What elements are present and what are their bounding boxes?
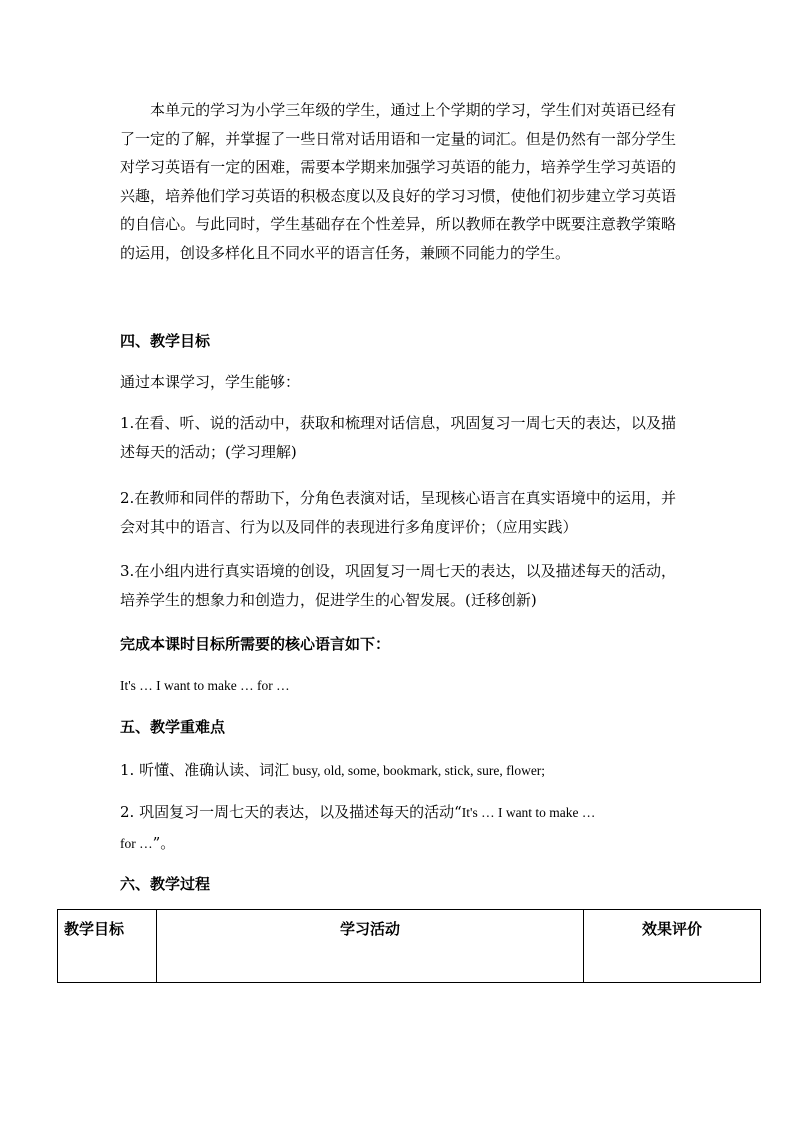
section-5-heading: 五、教学重难点	[120, 718, 226, 736]
header-teaching-goal: 教学目标	[58, 910, 157, 983]
key-point-1-text: 1. 听懂、准确认读、词汇	[120, 761, 290, 779]
key-point-2-line-2	[120, 833, 175, 854]
section-6-heading: 六、教学过程	[120, 875, 211, 893]
section-4-heading: 四、教学目标	[120, 332, 211, 350]
header-learning-activity: 学习活动	[157, 910, 584, 983]
key-point-2-sentence-end: for …	[120, 836, 153, 851]
teaching-goal-1: 1.在看、听、说的活动中，获取和梳理对话信息，巩固复习一周七天的表达，以及描述每天的活动；(学习理解)	[120, 414, 676, 461]
key-point-1-vocabulary: busy, old, some, bookmark, stick, sure, flower;	[289, 763, 546, 778]
section-4-lead: 通过本课学习，学生能够：	[120, 373, 301, 391]
key-point-2-closing: ”。	[152, 834, 176, 852]
key-point-1	[120, 760, 545, 781]
intro-paragraph: 本单元的学习为小学三年级的学生，通过上个学期的学习，学生们对英语已经有了一定的了解，并掌握了一些日常对话用语和一定量的词汇。但是仍然有一部分学生对学习英语有一定的困难，需要本学期来加强学习英语的能力，培养学生学习英语的兴趣，培养他们学习英语的积极态度以及良好的学习习惯，使他们初步建立学习英语的自信心。与此同时，学生基础存在个性差异，所以教师在教学中既要注意教学策略的运用，创设多样化且不同水平的语言任务，兼顾不同能力的学生。	[120, 101, 676, 262]
header-effect-evaluation: 效果评价	[584, 910, 761, 983]
teaching-process-table	[57, 909, 761, 983]
table-header-row	[58, 910, 761, 983]
key-point-2-line-1	[120, 802, 595, 823]
core-language-sentence: It's … I want to make … for …	[120, 678, 290, 693]
core-language-heading: 完成本课时目标所需要的核心语言如下：	[120, 635, 391, 653]
key-point-2-sentence: It's … I want to make …	[461, 805, 596, 820]
teaching-goal-3: 3.在小组内进行真实语境的创设，巩固复习一周七天的表达，以及描述每天的活动，培养学生的想象力和创造力，促进学生的心智发展。(迁移创新)	[120, 562, 676, 609]
key-point-2-text: 2. 巩固复习一周七天的表达，以及描述每天的活动“	[120, 803, 462, 821]
teaching-goal-2: 2.在教师和同伴的帮助下，分角色表演对话，呈现核心语言在真实语境中的运用，并会对其中的语言、行为以及同伴的表现进行多角度评价；（应用实践）	[120, 489, 676, 536]
